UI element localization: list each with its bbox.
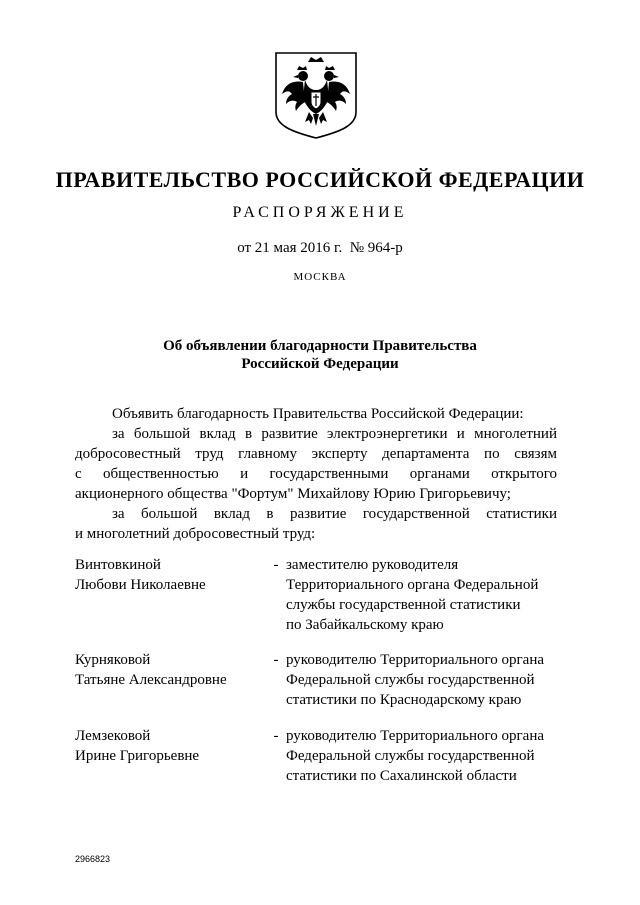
position-line: Территориального органа Федеральной <box>286 577 539 593</box>
coat-of-arms-emblem <box>273 50 359 140</box>
body-line-text: акционерного общества "Фортум" Михайлову Юрию Григорьевичу; <box>75 486 511 502</box>
separator-dash: - <box>273 557 279 573</box>
document-id: 2966823 <box>75 854 111 864</box>
body-line-text: с общественностью и государственными органами открытого <box>75 466 557 482</box>
document-heading <box>80 337 560 373</box>
position-line: Федеральной службы государственной <box>286 748 535 764</box>
separator-dash: - <box>273 728 279 744</box>
recipient-name <box>75 726 265 766</box>
recipient-position <box>286 555 566 635</box>
body-line <box>75 464 557 484</box>
heading-line: Об объявлении благодарности Правительства <box>163 338 477 354</box>
body-paragraph-intro: Объявить благодарность Правительства Российской Федерации: <box>112 406 524 422</box>
document-type: РАСПОРЯЖЕНИЕ <box>232 204 408 221</box>
double-headed-eagle-icon <box>273 50 359 140</box>
government-title: ПРАВИТЕЛЬСТВО РОССИЙСКОЙ ФЕДЕРАЦИИ <box>55 167 585 192</box>
body-paragraph-award-2 <box>75 504 557 544</box>
recipient-name <box>75 650 265 690</box>
position-line: статистики по Краснодарскому краю <box>286 692 522 708</box>
body-line <box>75 484 557 504</box>
recipient-surname: Курняковой <box>75 652 151 668</box>
separator-dash: - <box>273 652 279 668</box>
document-place: МОСКВА <box>293 271 347 283</box>
recipient-position <box>286 650 566 710</box>
recipient-given-name: Татьяне Александровне <box>75 672 227 688</box>
recipient-given-name: Любови Николаевне <box>75 577 206 593</box>
body-line-text: за большой вклад в развитие государственной статистики <box>112 506 557 522</box>
position-line: по Забайкальскому краю <box>286 617 444 633</box>
body-paragraph-award-1 <box>75 424 557 504</box>
body-line-text: и многолетний добросовестный труд: <box>75 526 316 542</box>
recipient-given-name: Ирине Григорьевне <box>75 748 200 764</box>
position-line: службы государственной статистики <box>286 597 521 613</box>
position-line: Федеральной службы государственной <box>286 672 535 688</box>
recipient-surname: Винтовкиной <box>75 557 161 573</box>
body-line <box>75 524 557 544</box>
position-line: статистики по Сахалинской области <box>286 768 517 784</box>
body-line <box>75 504 557 524</box>
position-line: заместителю руководителя <box>286 557 459 573</box>
document-body <box>75 404 557 544</box>
recipient-surname: Лемзековой <box>75 728 151 744</box>
heading-line: Российской Федерации <box>241 356 399 372</box>
recipient-position <box>286 726 566 786</box>
body-line-text: за большой вклад в развитие электроэнергетики и многолетний <box>112 426 557 442</box>
body-line-text: добросовестный труд главному эксперту департамента по связям <box>75 446 557 462</box>
position-line: руководителю Территориального органа <box>286 728 545 744</box>
recipient-name <box>75 555 265 595</box>
position-line: руководителю Территориального органа <box>286 652 545 668</box>
document-date-number: от 21 мая 2016 г. № 964-р <box>237 240 403 256</box>
body-line <box>75 444 557 464</box>
body-line <box>75 424 557 444</box>
